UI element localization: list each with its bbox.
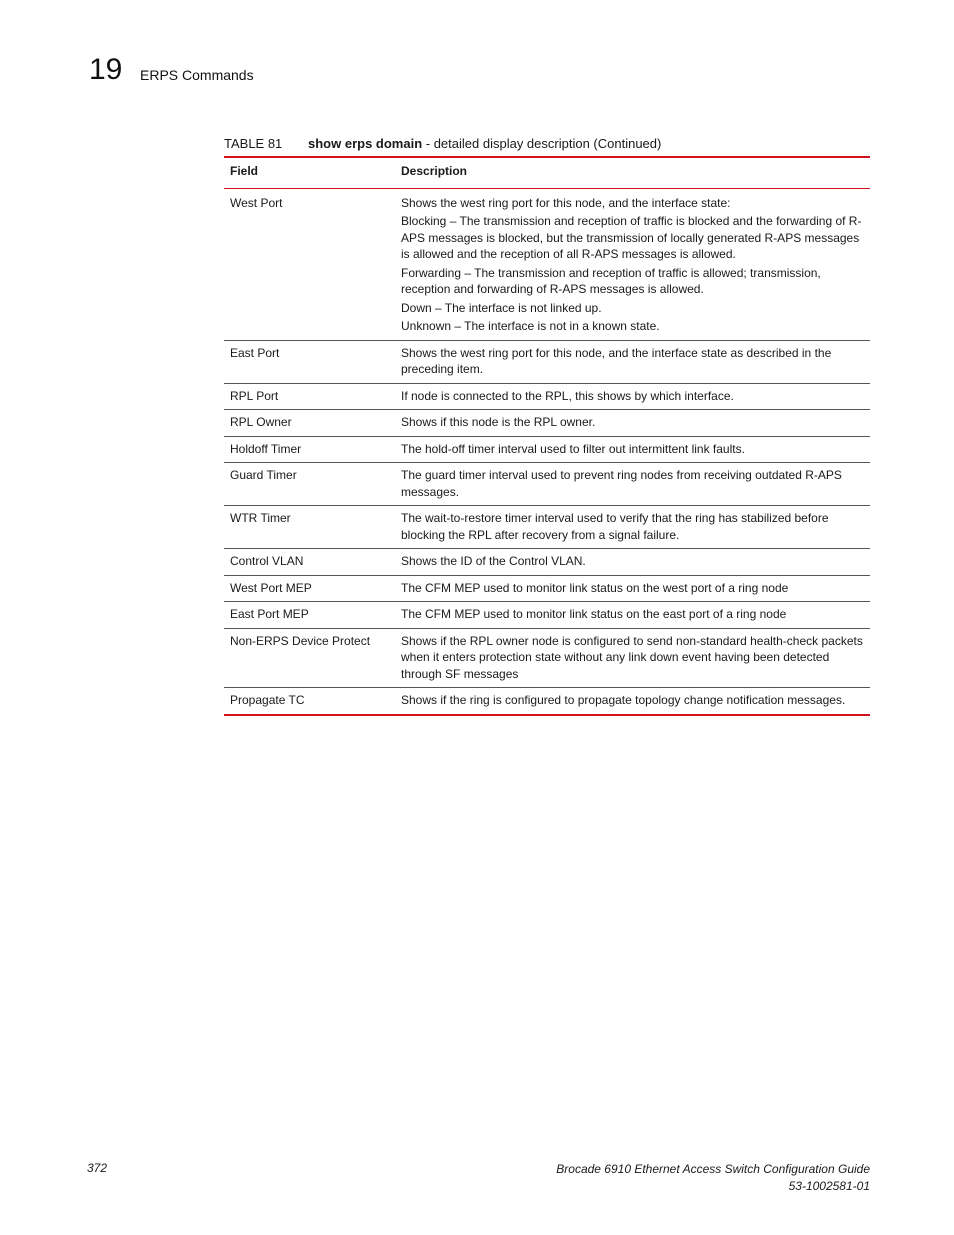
description-paragraph: Shows the west ring port for this node, and the interface state as described in the preceding item. (401, 345, 832, 376)
description-paragraph: Down – The interface is not linked up. (401, 300, 602, 315)
table-number: TABLE 81 (224, 136, 283, 151)
table-caption-text: - detailed display description (Continued) (425, 136, 662, 151)
page-number: 372 (87, 1161, 108, 1175)
field-name-cell: Holdoff Timer (224, 436, 395, 463)
table-row (224, 628, 870, 688)
table-row (224, 575, 870, 602)
description-paragraph: The CFM MEP used to monitor link status on the east port of a ring node (401, 607, 787, 621)
description-paragraph: Shows the west ring port for this node, and the interface state: (401, 195, 731, 210)
description-paragraph: The guard timer interval used to prevent ring nodes from receiving outdated R-APS messages. (401, 468, 842, 499)
field-name-cell: RPL Port (224, 383, 395, 410)
description-table (224, 156, 870, 716)
description-paragraph: Shows the ID of the Control VLAN. (401, 554, 586, 568)
table-row (224, 436, 870, 463)
field-description-cell (395, 188, 870, 340)
field-name-cell: East Port (224, 340, 395, 383)
field-description-cell (395, 383, 870, 410)
field-name-cell: Propagate TC (230, 693, 305, 707)
description-paragraph: Unknown – The interface is not in a known state. (401, 319, 660, 333)
chapter-number: 19 (89, 53, 123, 86)
field-name-cell: West Port (224, 188, 395, 340)
description-paragraph: Shows if the ring is configured to propagate topology change notification messages. (401, 693, 846, 707)
description-paragraph: Blocking – The transmission and reception of traffic is blocked and the forwarding of R-APS messages is blocked, but the transmission of locally generated R-APS messages is allowed and the reception of all R-APS messages is allowed. (401, 214, 862, 261)
column-header-field: Field (224, 157, 395, 188)
field-name-cell: Control VLAN (224, 549, 395, 576)
footer-doc-number: 53-1002581-01 (788, 1178, 870, 1193)
field-name-cell: Guard Timer (224, 463, 395, 506)
table-row (224, 383, 870, 410)
field-description-cell (395, 436, 870, 463)
chapter-title: ERPS Commands (140, 67, 254, 83)
table-caption (224, 135, 870, 153)
table-row (224, 602, 870, 629)
field-description-cell (395, 463, 870, 506)
footer-doc-info (556, 1161, 870, 1194)
footer-doc-title: Brocade 6910 Ethernet Access Switch Configuration Guide (556, 1162, 870, 1176)
table-caption-command: show erps domain (308, 136, 423, 151)
field-name-cell: East Port MEP (224, 602, 395, 629)
field-description-cell (395, 602, 870, 629)
field-name-cell: Non-ERPS Device Protect (224, 628, 395, 688)
table-header-row (224, 157, 870, 188)
description-paragraph: The CFM MEP used to monitor link status on the west port of a ring node (401, 580, 789, 595)
field-description-cell (395, 549, 870, 576)
field-description-cell (395, 506, 870, 549)
field-description-cell (395, 410, 870, 437)
field-name-cell: RPL Owner (224, 410, 395, 437)
field-description-cell (395, 688, 870, 715)
field-description-cell (395, 340, 870, 383)
description-paragraph: If node is connected to the RPL, this shows by which interface. (401, 388, 734, 403)
description-paragraph: Shows if the RPL owner node is configured to send non-standard health-check packets when it enters protection state without any link down event having been detected through SF messages (401, 633, 863, 681)
table-row (224, 463, 870, 506)
table-row (224, 340, 870, 383)
description-paragraph: Forwarding – The transmission and reception of traffic is allowed; transmission, reception and forwarding of R-APS messages is allowed. (401, 265, 821, 296)
field-description-cell (395, 628, 870, 688)
field-description-cell (395, 575, 870, 602)
description-paragraph: The wait-to-restore timer interval used to verify that the ring has stabilized before blocking the RPL after recovery from a signal failure. (401, 511, 829, 542)
column-header-description: Description (395, 157, 870, 188)
description-paragraph: The hold-off timer interval used to filter out intermittent link faults. (401, 441, 745, 456)
table-row (224, 188, 870, 340)
table-row (224, 549, 870, 576)
table-row (224, 506, 870, 549)
table-row (224, 410, 870, 437)
description-paragraph: Shows if this node is the RPL owner. (401, 415, 596, 429)
table-row (224, 688, 870, 715)
field-name-cell: WTR Timer (224, 506, 395, 549)
field-name-cell: West Port MEP (224, 575, 395, 602)
